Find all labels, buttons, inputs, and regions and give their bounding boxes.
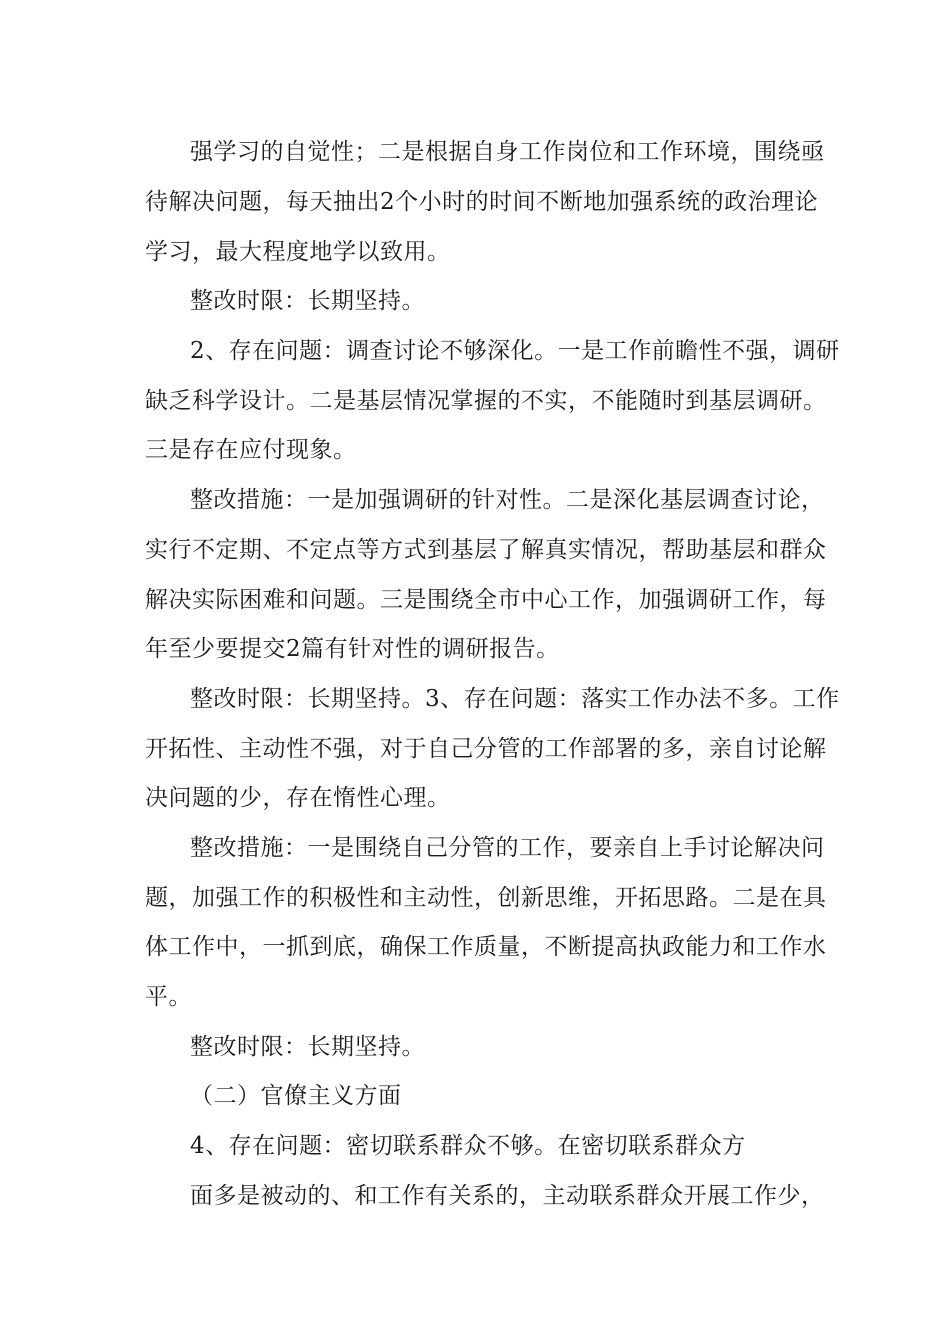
text-line: 强学习的自觉性；二是根据自身工作岗位和工作环境，围绕亟 [190,139,825,165]
text-line: 学习，最大程度地学以致用。 [145,239,451,265]
text-line: 开拓性、主动性不强，对于自己分管的工作部署的多，亲自讨论解 [145,736,827,762]
text-line: 整改时限：长期坚持。3、存在问题：落实工作办法不多。工作 [190,686,840,712]
text-line: 整改措施：一是加强调研的针对性。二是深化基层调查讨论， [190,487,825,513]
text-line: 年至少要提交2篇有针对性的调研报告。 [145,636,560,662]
text-line: 解决实际困难和问题。三是围绕全市中心工作，加强调研工作，每 [145,587,827,613]
text-line: 整改时限：长期坚持。 [190,288,425,314]
text-line: 缺乏科学设计。二是基层情况掌握的不实，不能随时到基层调研。 [145,388,827,414]
text-line: 题，加强工作的积极性和主动性，创新思维，开拓思路。二是在具 [145,885,827,911]
text-line: 面多是被动的、和工作有关系的，主动联系群众开展工作少， [190,1183,825,1209]
text-line: 待解决问题，每天抽出2个小时的时间不断地加强系统的政治理论 [145,189,819,215]
text-line: 2、存在问题：调查讨论不够深化。一是工作前瞻性不强，调研 [190,338,840,364]
text-line: 体工作中，一抓到底，确保工作质量，不断提高执政能力和工作水 [145,934,827,960]
text-line: 4、存在问题：密切联系群众不够。在密切联系群众方 [190,1133,746,1159]
text-line: 三是存在应付现象。 [145,437,357,463]
section-heading: （二）官僚主义方面 [190,1083,402,1109]
text-line: 整改措施：一是围绕自己分管的工作，要亲自上手讨论解决问 [190,835,825,861]
text-line: 决问题的少，存在惰性心理。 [145,785,451,811]
text-line: 实行不定期、不定点等方式到基层了解真实情况，帮助基层和群众 [145,537,827,563]
text-line: 平。 [145,984,192,1010]
text-line: 整改时限：长期坚持。 [190,1034,425,1060]
